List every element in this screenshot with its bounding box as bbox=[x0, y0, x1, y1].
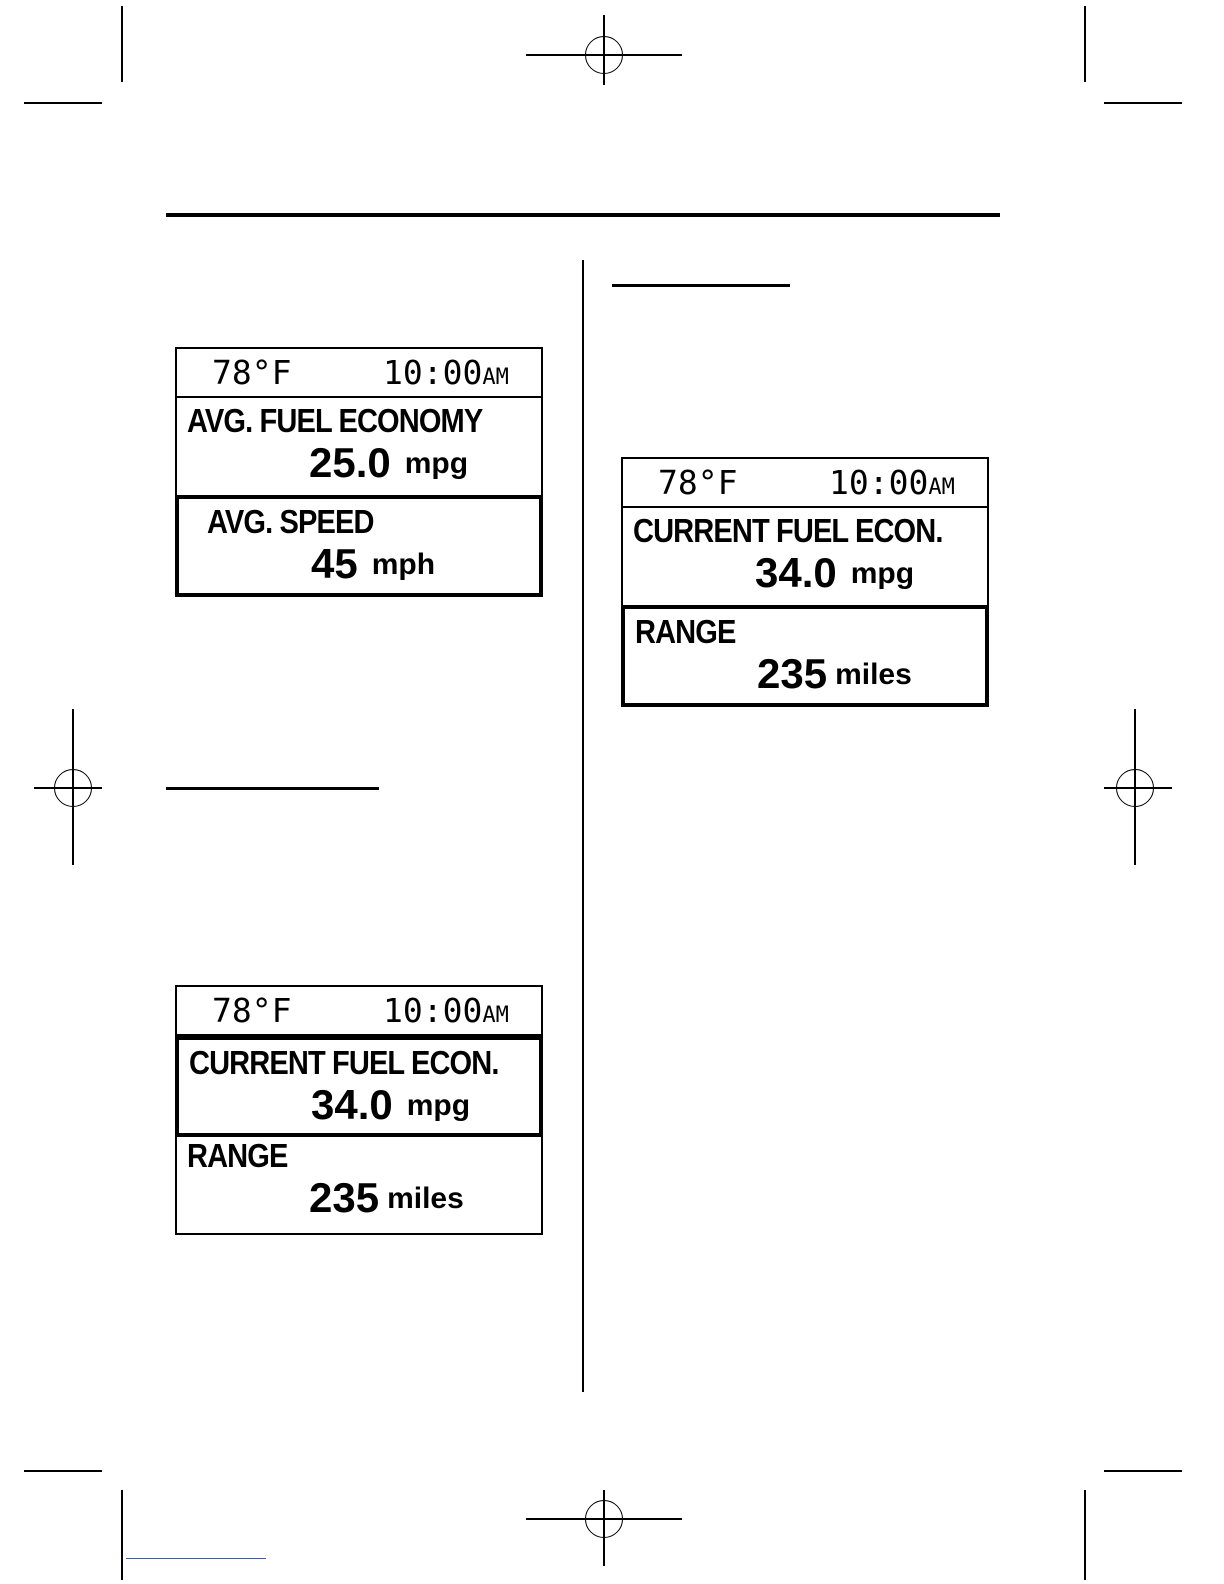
footer-link-underline bbox=[126, 1557, 266, 1559]
clock-ampm: AM bbox=[482, 1003, 509, 1028]
temperature: 78°F bbox=[658, 463, 738, 502]
display-status-bar bbox=[623, 459, 987, 508]
lower-value-row bbox=[309, 1175, 464, 1222]
display-lower-section bbox=[621, 605, 989, 707]
registration-circle bbox=[585, 36, 623, 74]
clock-ampm: AM bbox=[482, 365, 509, 390]
trip-display-current-selected bbox=[175, 985, 543, 1235]
temperature: 78°F bbox=[212, 353, 292, 392]
crop-mark bbox=[121, 6, 123, 82]
lower-value: 235 bbox=[309, 1174, 380, 1221]
upper-label: CURRENT FUEL ECON. bbox=[633, 512, 943, 549]
heading-underline bbox=[612, 284, 790, 287]
heading-underline bbox=[166, 787, 379, 790]
trip-display-range-selected bbox=[621, 457, 989, 707]
clock-time: 10:00 bbox=[383, 991, 483, 1030]
display-status-bar bbox=[177, 987, 541, 1036]
lower-unit: mph bbox=[371, 548, 436, 581]
column-divider bbox=[582, 260, 584, 1392]
lower-value: 45 bbox=[311, 540, 358, 587]
clock-ampm: AM bbox=[928, 475, 955, 500]
upper-value-row bbox=[309, 440, 468, 487]
crop-mark bbox=[24, 1470, 102, 1472]
display-upper-section bbox=[177, 398, 541, 495]
clock-time: 10:00 bbox=[829, 463, 929, 502]
lower-unit: miles bbox=[835, 658, 912, 691]
upper-value-row bbox=[755, 550, 914, 597]
upper-unit: mpg bbox=[406, 1089, 471, 1122]
lower-value-row bbox=[311, 541, 435, 588]
upper-value-row bbox=[311, 1082, 470, 1129]
crop-mark bbox=[1104, 1470, 1182, 1472]
lower-label: RANGE bbox=[635, 613, 736, 650]
crop-mark bbox=[24, 102, 102, 104]
display-status-bar bbox=[177, 349, 541, 398]
lower-label: RANGE bbox=[187, 1137, 288, 1174]
registration-circle bbox=[1116, 769, 1154, 807]
clock bbox=[829, 465, 955, 506]
lower-value: 235 bbox=[757, 650, 828, 697]
upper-value: 25.0 bbox=[309, 439, 391, 486]
trip-display-avg bbox=[175, 347, 543, 597]
lower-unit: miles bbox=[387, 1182, 464, 1215]
crop-mark bbox=[1104, 102, 1182, 104]
lower-label: AVG. SPEED bbox=[207, 503, 374, 540]
crop-mark bbox=[1084, 6, 1086, 82]
temperature: 78°F bbox=[212, 991, 292, 1030]
clock bbox=[383, 355, 509, 396]
crop-mark bbox=[1084, 1490, 1086, 1580]
clock-time: 10:00 bbox=[383, 353, 483, 392]
header-rule bbox=[166, 213, 1000, 217]
display-upper-section bbox=[623, 508, 987, 605]
upper-unit: mpg bbox=[850, 557, 915, 590]
upper-label: CURRENT FUEL ECON. bbox=[189, 1044, 499, 1081]
display-lower-section bbox=[177, 1133, 541, 1233]
upper-value: 34.0 bbox=[311, 1081, 393, 1128]
lower-value-row bbox=[757, 651, 912, 698]
upper-label: AVG. FUEL ECONOMY bbox=[187, 402, 483, 439]
display-lower-section bbox=[175, 495, 543, 597]
registration-circle bbox=[585, 1500, 623, 1538]
upper-unit: mpg bbox=[404, 447, 469, 480]
clock bbox=[383, 993, 509, 1034]
upper-value: 34.0 bbox=[755, 549, 837, 596]
crop-mark bbox=[121, 1490, 123, 1580]
registration-circle bbox=[54, 769, 92, 807]
display-upper-section bbox=[175, 1036, 543, 1137]
